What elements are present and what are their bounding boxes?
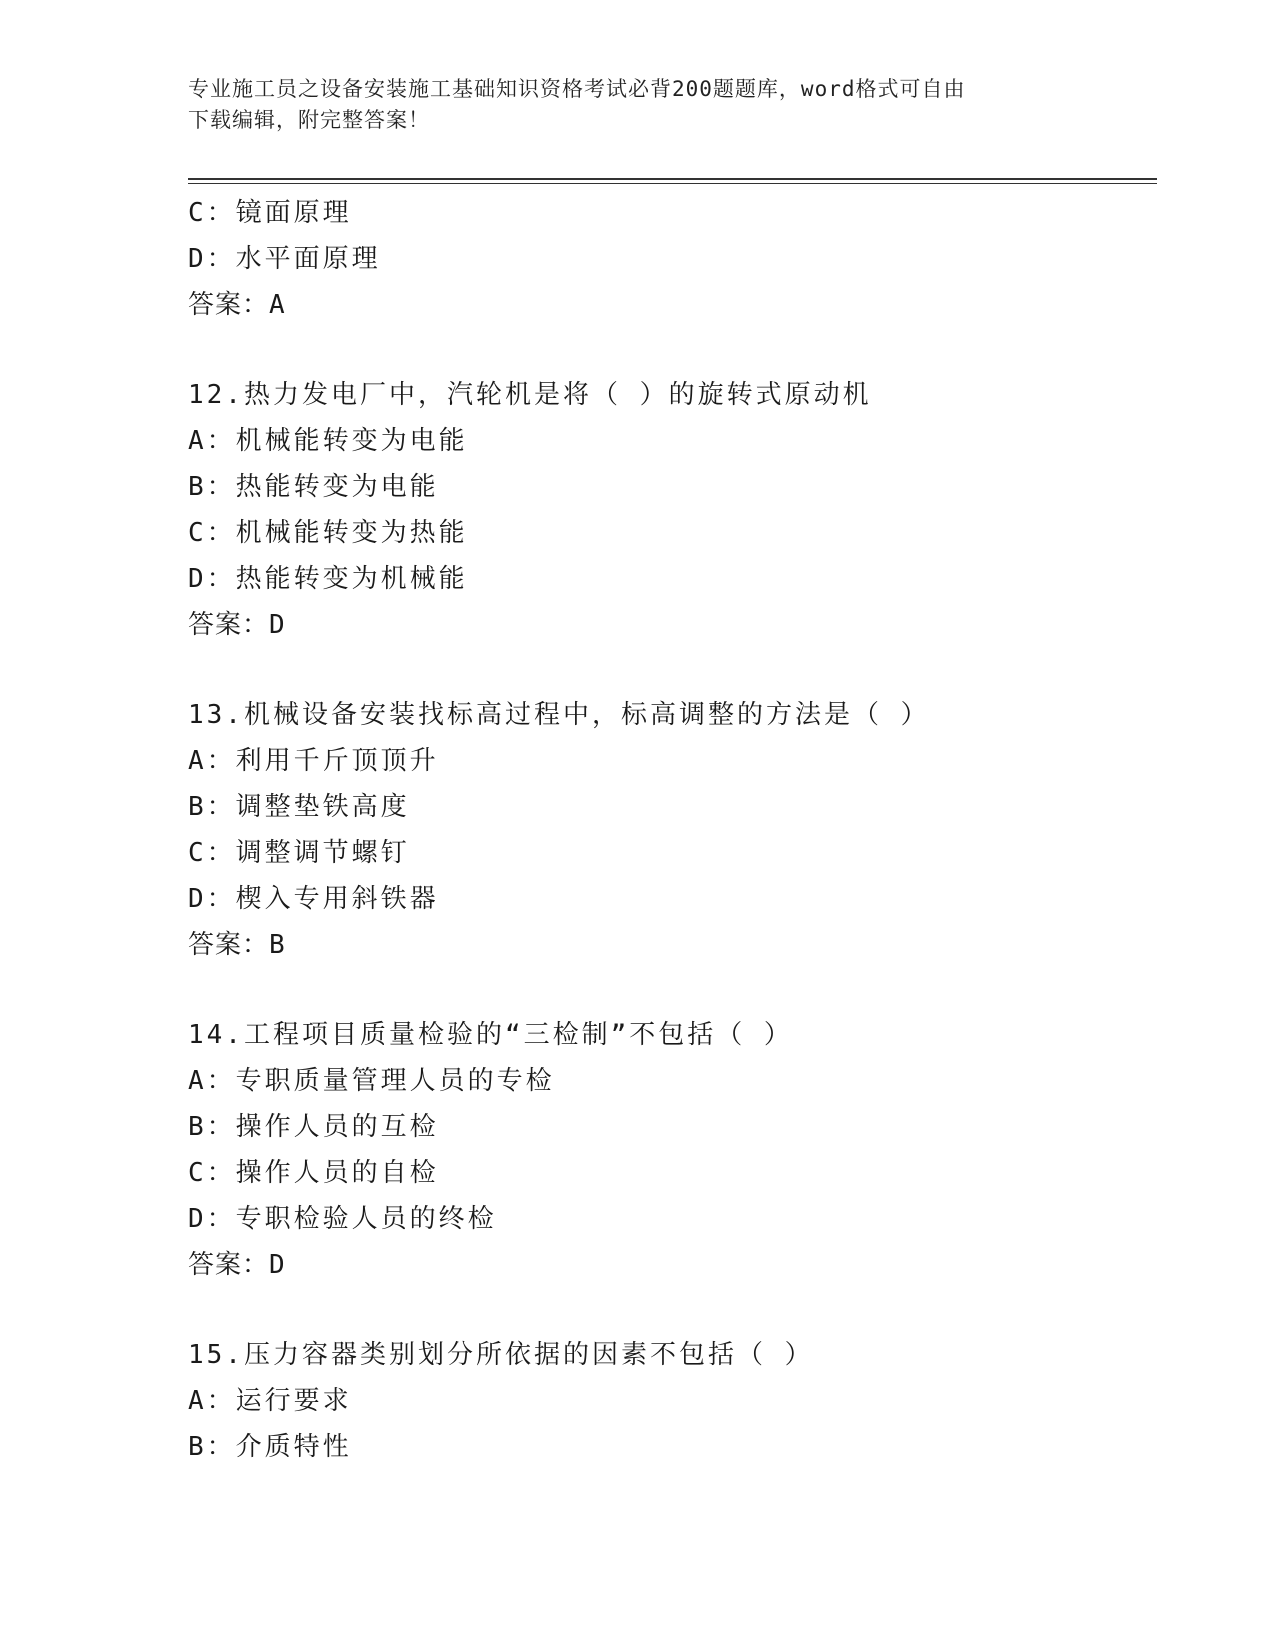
option-d: D：专职检验人员的终检 bbox=[188, 1204, 497, 1234]
option-c: C：操作人员的自检 bbox=[188, 1158, 439, 1188]
option-c: C：机械能转变为热能 bbox=[188, 518, 468, 548]
question-block-continued bbox=[188, 190, 1157, 328]
option-b: B：热能转变为电能 bbox=[188, 472, 439, 502]
header-line-2: 下载编辑，附完整答案！ bbox=[188, 108, 430, 132]
answer-line: 答案：D bbox=[188, 1250, 286, 1280]
answer-line: 答案：D bbox=[188, 610, 286, 640]
option-b: B：调整垫铁高度 bbox=[188, 792, 410, 822]
question-stem: 12.热力发电厂中，汽轮机是将（ ）的旋转式原动机 bbox=[188, 380, 872, 410]
answer-line: 答案：A bbox=[188, 290, 286, 320]
spacer bbox=[188, 328, 1157, 372]
answer-line: 答案：B bbox=[188, 930, 286, 960]
question-stem: 14.工程项目质量检验的“三检制”不包括（ ） bbox=[188, 1020, 793, 1050]
spacer bbox=[188, 1288, 1157, 1332]
document-header bbox=[188, 74, 1088, 136]
option-d: D：楔入专用斜铁器 bbox=[188, 884, 439, 914]
option-a: A：专职质量管理人员的专检 bbox=[188, 1066, 555, 1096]
option-b: B：操作人员的互检 bbox=[188, 1112, 439, 1142]
question-block-15 bbox=[188, 1332, 1157, 1470]
question-list bbox=[188, 190, 1157, 1470]
option-a: A：运行要求 bbox=[188, 1386, 352, 1416]
spacer bbox=[188, 648, 1157, 692]
header-line-1: 专业施工员之设备安装施工基础知识资格考试必背200题题库，word格式可自由 bbox=[188, 77, 966, 101]
header-divider bbox=[188, 178, 1157, 184]
question-block-14 bbox=[188, 1012, 1157, 1288]
question-block-12 bbox=[188, 372, 1157, 648]
option-a: A：机械能转变为电能 bbox=[188, 426, 468, 456]
option-d: D：水平面原理 bbox=[188, 244, 381, 274]
option-a: A：利用千斤顶顶升 bbox=[188, 746, 439, 776]
option-b: B：介质特性 bbox=[188, 1432, 352, 1462]
question-stem: 15.压力容器类别划分所依据的因素不包括（ ） bbox=[188, 1340, 814, 1370]
question-block-13 bbox=[188, 692, 1157, 968]
option-c: C：调整调节螺钉 bbox=[188, 838, 410, 868]
option-d: D：热能转变为机械能 bbox=[188, 564, 468, 594]
spacer bbox=[188, 968, 1157, 1012]
question-stem: 13.机械设备安装找标高过程中，标高调整的方法是（ ） bbox=[188, 700, 930, 730]
option-c: C：镜面原理 bbox=[188, 198, 352, 228]
